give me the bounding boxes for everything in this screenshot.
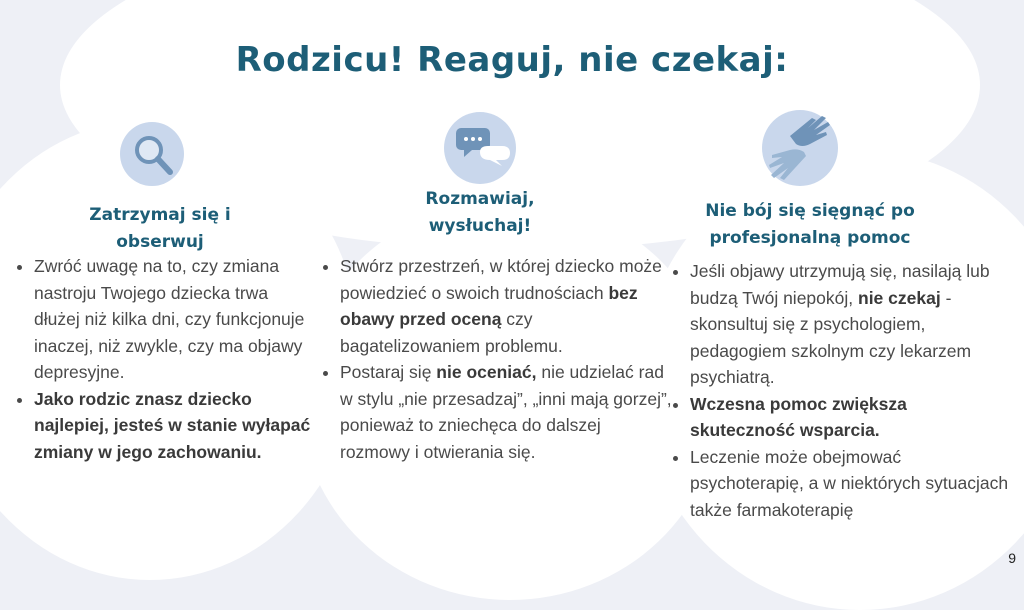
chat-bubbles-icon (444, 112, 516, 184)
bullet-item: • Jeśli objawy utrzymują się, nasilają lub budzą Twój niepokój, nie czekaj - skonsultuj się z psychologiem, pedagogiem szkolnym czy lekarzem psychiatrą. (690, 258, 1010, 391)
bullet-item: • Stwórz przestrzeń, w której dziecko może powiedzieć o swoich trudnościach bez obawy przed oceną czy bagatelizowaniem problemu. (340, 253, 672, 359)
heading-line: Zatrzymaj się i (89, 205, 231, 225)
magnifier-icon (120, 122, 184, 186)
column-heading-talk (360, 186, 600, 240)
heading-line: wysłuchaj! (428, 216, 532, 236)
bullet-item: • Postaraj się nie oceniać, nie udzielać rad w stylu „nie przesadzaj”, „inni mają gorzej”, ponieważ to zniechęca do dalszej rozmowy i otwierania się. (340, 359, 672, 465)
page-title: Rodzicu! Reaguj, nie czekaj: (235, 40, 789, 80)
bullet-item: • Zwróć uwagę na to, czy zmiana nastroju Twojego dziecka trwa dłużej niż kilka dni, czy funkcjonuje inaczej, niż zwykle, czy ma objawy depresyjne. (34, 253, 312, 386)
reaching-hands-icon-circle (762, 110, 838, 186)
bullet-item: • Jako rodzic znasz dziecko najlepiej, jesteś w stanie wyłapać zmiany w jego zachowaniu. (34, 386, 312, 466)
bullet-list-professional-help (672, 258, 1010, 523)
chat-bubbles-icon-circle (444, 112, 516, 184)
bullet-list-talk (322, 253, 672, 465)
bullet-item: • Wczesna pomoc zwiększa skuteczność wsparcia. (690, 391, 1010, 444)
heading-line: Nie bój się sięgnąć po (705, 201, 915, 221)
bullet-list-observe (16, 253, 312, 465)
reaching-hands-icon (762, 110, 838, 186)
column-heading-observe (40, 202, 280, 256)
column-heading-professional-help (660, 198, 960, 252)
bullet-item: • Leczenie może obejmować psychoterapię, a w niektórych sytuacjach także farmakoterapię (690, 444, 1010, 524)
heading-line: profesjonalną pomoc (709, 228, 911, 248)
heading-line: Rozmawiaj, (425, 189, 535, 209)
page-number: 9 (1008, 550, 1016, 566)
magnifier-icon-circle (120, 122, 184, 186)
heading-line: obserwuj (116, 232, 204, 252)
